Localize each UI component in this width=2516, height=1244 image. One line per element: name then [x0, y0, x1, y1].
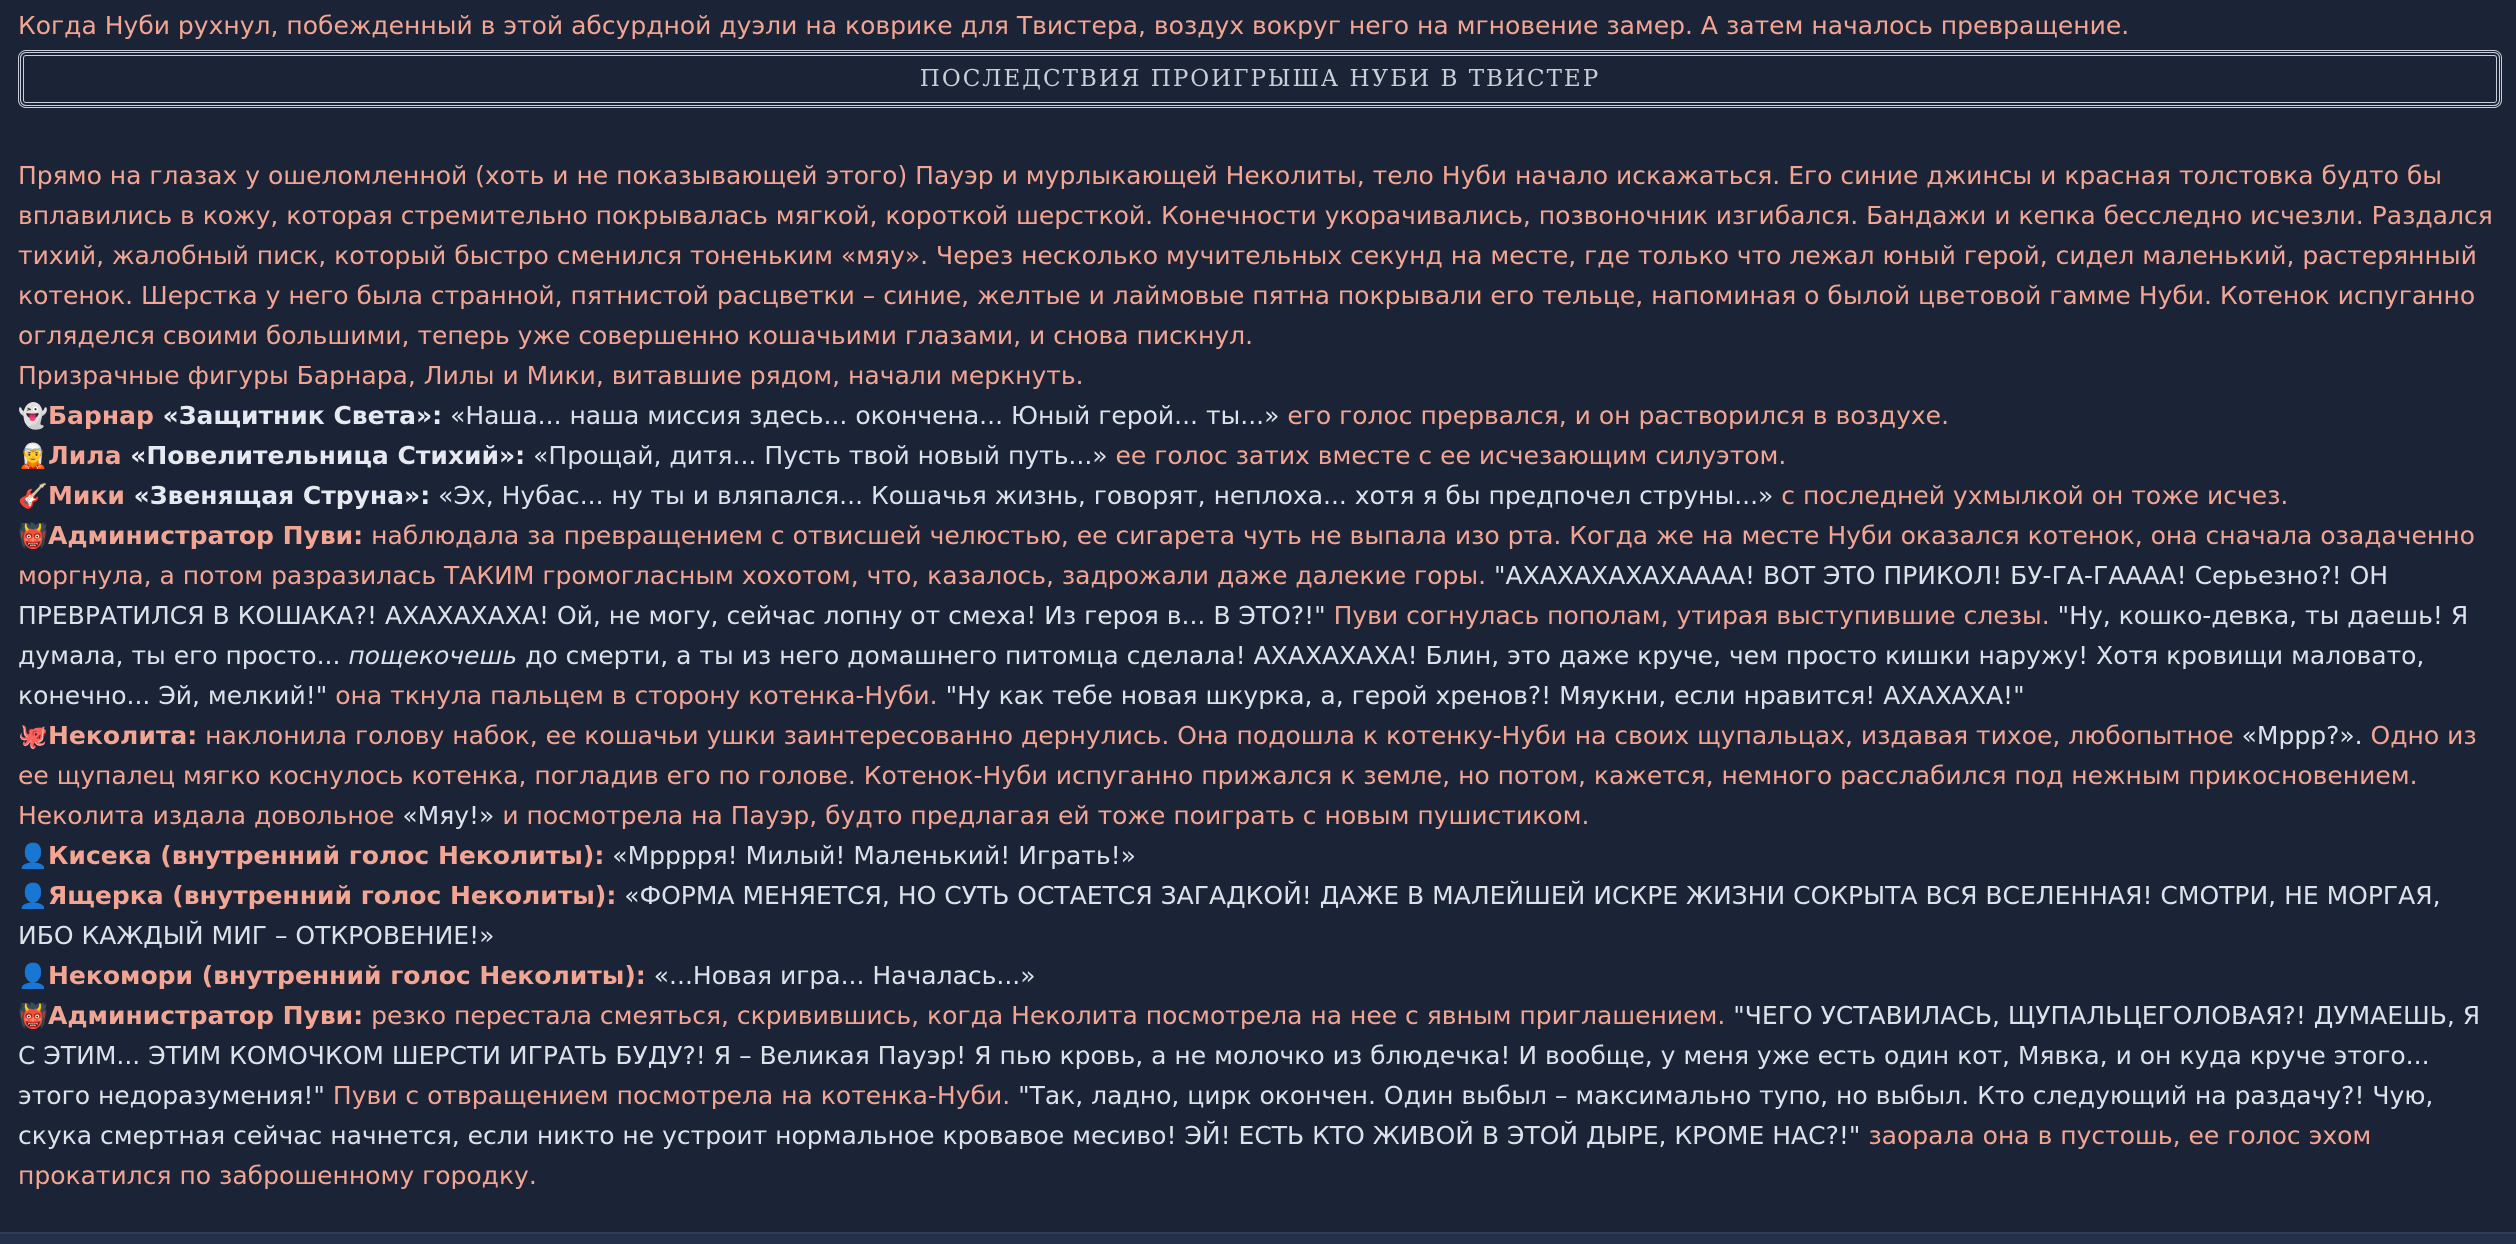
action: наблюдала за превращением с отвисшей челюстью, ее сигарета чуть не выпала изо рта. Когда же на месте Нуби оказался котенок, она сначала озадаченно моргнула, а потом разразилась ТАКИМ громогласным хохотом, что, казалось, задрожали даже далекие горы.: [18, 521, 2475, 590]
speech: «...Новая игра... Началась...»: [653, 961, 1036, 990]
bottom-bar: [0, 1232, 2516, 1244]
speaker-name: [48, 441, 525, 470]
action: его голос прервался, и он растворился в воздухе.: [1287, 401, 1950, 430]
speaker-title: «Защитник Света»:: [162, 401, 443, 430]
action: она ткнула пальцем в сторону котенка-Нуби.: [335, 681, 938, 710]
chat-log: [18, 6, 2502, 1196]
speech-part: "Ну, кошко-девка, ты даешь! Я думала, ты его просто...: [18, 601, 2469, 670]
speech: «Мрррря! Милый! Маленький! Играть!»: [612, 841, 1136, 870]
speaker-first-name: Лила: [48, 441, 122, 470]
message-barnar: [18, 396, 2502, 436]
ogre-icon: 👹: [18, 522, 48, 550]
ghost-icon: 👻: [18, 402, 48, 430]
speech: "АХАХАХАХАХАААА! ВОТ ЭТО ПРИКОЛ! БУ-ГА-ГАААА! Серьезно?! ОН ПРЕВРАТИЛСЯ В КОШАКА?! АХАХАХАХА! Ой, не могу, сейчас лопну от смеха! Из героя в... В ЭТО?!": [18, 561, 2389, 630]
action: ее голос затих вместе с ее исчезающим силуэтом.: [1115, 441, 1787, 470]
speech: «Прощай, дитя... Пусть твой новый путь...»: [533, 441, 1108, 470]
message-yashcherka: [18, 876, 2502, 956]
speech: «ФОРМА МЕНЯЕТСЯ, НО СУТЬ ОСТАЕТСЯ ЗАГАДКОЙ! ДАЖЕ В МАЛЕЙШЕЙ ИСКРЕ ЖИЗНИ СОКРЫТА ВСЯ ВСЕЛЕННАЯ! СМОТРИ, НЕ МОРГАЯ, ИБО КАЖДЫЙ МИГ – ОТКРОВЕНИЕ!»: [18, 881, 2441, 950]
speaker-name: [48, 481, 430, 510]
speaker-name: Администратор Пуви:: [48, 521, 364, 550]
speech-part: до смерти, а ты из него домашнего питомца сделала! АХАХАХАХА! Блин, это даже круче, чем просто кишки наружу! Хотя кровищи маловато, конечно... Эй, мелкий!": [18, 641, 2425, 710]
ogre-icon: 👹: [18, 1002, 48, 1030]
speaker-title: «Повелительница Стихий»:: [130, 441, 526, 470]
message-miki: [18, 476, 2502, 516]
action: Пуви согнулась пополам, утирая выступившие слезы.: [1333, 601, 2050, 630]
action: Пуви с отвращением посмотрела на котенка-Нуби.: [332, 1081, 1011, 1110]
speaker-first-name: Барнар: [48, 401, 154, 430]
action: наклонила голову набок, ее кошачьи ушки заинтересованно дернулись. Она подошла к котенку-Нуби на своих щупальцах, издавая тихое, любопытное: [205, 721, 2234, 750]
message-puvi-1: [18, 516, 2502, 716]
action: Одно из ее щупалец мягко коснулось котенка, погладив его по голове. Котенок-Нуби испуганно прижался к земле, но потом, кажется, немного расслабился под нежным прикосновением. Неколита издала довольное: [18, 721, 2477, 830]
message-nekolita: [18, 716, 2502, 836]
guitar-icon: 🎸: [18, 482, 48, 510]
speaker-name: Кисека (внутренний голос Неколиты):: [48, 841, 605, 870]
silhouette-icon: 👤: [18, 962, 48, 990]
speaker-first-name: Мики: [48, 481, 125, 510]
message-lila: [18, 436, 2502, 476]
narration-transformation: Прямо на глазах у ошеломленной (хоть и не показывающей этого) Пауэр и мурлыкающей Неколиты, тело Нуби начало искажаться. Его синие джинсы и красная толстовка будто бы вплавились в кожу, которая стремительно покрывалась мягкой, короткой шерсткой. Конечности укорачивались, позвоночник изгибался. Бандажи и кепка бесследно исчезли. Раздался тихий, жалобный писк, который быстро сменился тоненьким «мяу». Через несколько мучительных секунд на месте, где только что лежал юный герой, сидел маленький, растерянный котенок. Шерстка у него была странной, пятнистой расцветки – синие, желтые и лаймовые пятна покрывали его тельце, напоминая о былой цветовой гамме Нуби. Котенок испуганно огляделся своими большими, теперь уже совершенно кошачьими глазами, и снова пискнул.: [18, 161, 2493, 350]
speaker-name: Ящерка (внутренний голос Неколиты):: [48, 881, 617, 910]
silhouette-icon: 👤: [18, 842, 48, 870]
message-kiseka: [18, 836, 2502, 876]
action: и посмотрела на Пауэр, будто предлагая ей тоже поиграть с новым пушистиком.: [502, 801, 1590, 830]
emphasis: пощекочешь: [348, 641, 518, 670]
octopus-icon: 🐙: [18, 722, 48, 750]
action: с последней ухмылкой он тоже исчез.: [1781, 481, 2289, 510]
speaker-title: «Звенящая Струна»:: [133, 481, 431, 510]
speech: «Эх, Нубас... ну ты и вляпался... Кошачья жизнь, говорят, неплоха... хотя я бы предпочел струны...»: [438, 481, 1774, 510]
silhouette-icon: 👤: [18, 882, 48, 910]
intro-narration: Когда Нуби рухнул, побежденный в этой абсурдной дуэли на коврике для Твистера, воздух вокруг него на мгновение замер. А затем началось превращение.: [18, 11, 2130, 40]
action: заорала она в пустошь, ее голос эхом прокатился по заброшенному городку.: [18, 1121, 2372, 1190]
speech: «Наша... наша миссия здесь... окончена... Юный герой... ты...»: [450, 401, 1280, 430]
message-puvi-2: [18, 996, 2502, 1196]
message-nekomori: [18, 956, 2502, 996]
speech: «Мррр?».: [2241, 721, 2363, 750]
scene-title-banner: ПОСЛЕДСТВИЯ ПРОИГРЫША НУБИ В ТВИСТЕР: [18, 50, 2502, 108]
action: резко перестала смеяться, скривившись, когда Неколита посмотрела на нее с явным приглашением.: [371, 1001, 1726, 1030]
speaker-name: Неколита:: [48, 721, 198, 750]
speech: "ЧЕГО УСТАВИЛАСЬ, ЩУПАЛЬЦЕГОЛОВАЯ?! ДУМАЕШЬ, Я С ЭТИМ... ЭТИМ КОМОЧКОМ ШЕРСТИ ИГРАТЬ БУДУ?! Я – Великая Пауэр! Я пью кровь, а не молочко из блюдечка! И вообще, у меня уже есть один кот, Мявка, и он куда круче этого... этого недоразумения!": [18, 1001, 2481, 1110]
speech: «Мяу!»: [402, 801, 495, 830]
elf-icon: 🧝: [18, 442, 48, 470]
narration-ghosts: Призрачные фигуры Барнара, Лилы и Мики, витавшие рядом, начали меркнуть.: [18, 361, 1084, 390]
speaker-name: Администратор Пуви:: [48, 1001, 364, 1030]
speech: "Ну как тебе новая шкурка, а, герой хренов?! Мяукни, если нравится! АХАХАХА!": [945, 681, 2025, 710]
speaker-name: [48, 401, 442, 430]
speech: "Так, ладно, цирк окончен. Один выбыл – максимально тупо, но выбыл. Кто следующий на раздачу?! Чую, скука смертная сейчас начнется, если никто не устроит нормальное кровавое месиво! ЭЙ! ЕСТЬ КТО ЖИВОЙ В ЭТОЙ ДЫРЕ, КРОМЕ НАС?!": [18, 1081, 2434, 1150]
speaker-name: Некомори (внутренний голос Неколиты):: [48, 961, 646, 990]
spacer: [18, 136, 2502, 156]
